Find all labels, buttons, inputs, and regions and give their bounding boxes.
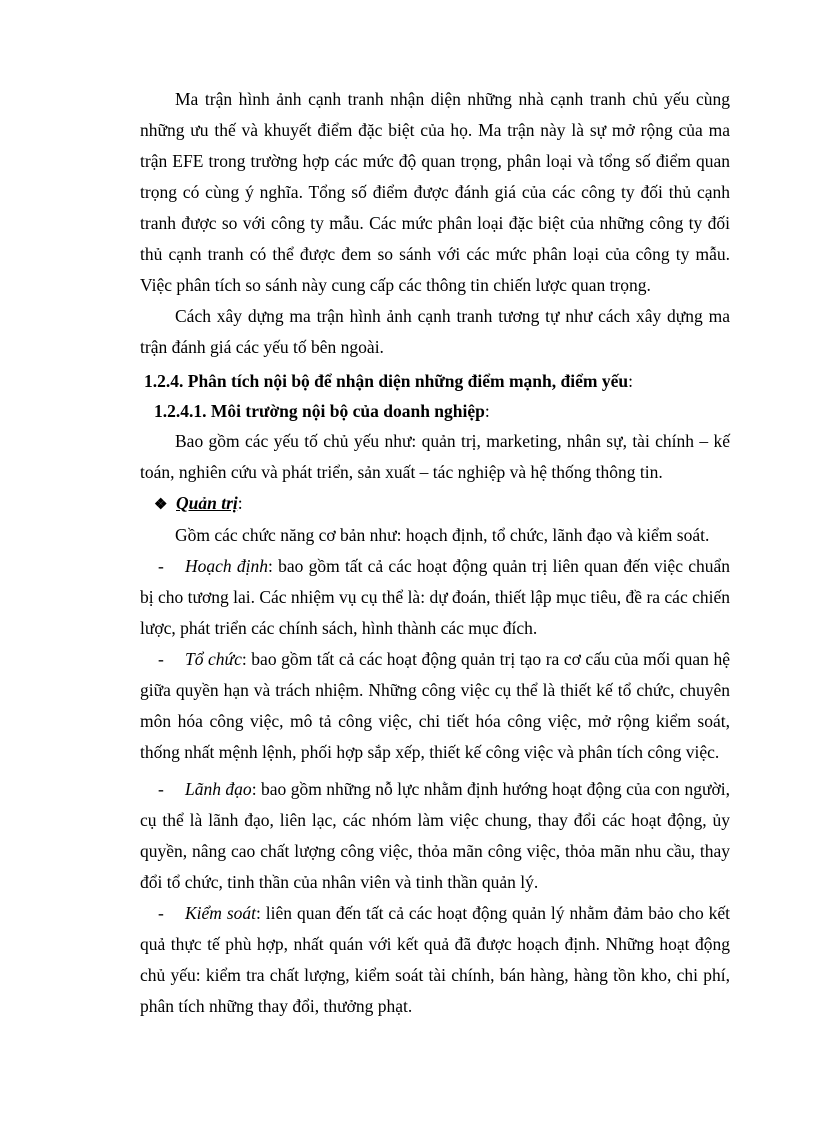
paragraph-internal-factors: Bao gồm các yếu tố chủ yếu như: quản trị, marketing, nhân sự, tài chính – kế toán, nghiên cứu và phát triển, sản xuất – tác nghiệp và hệ thống thông tin. [140, 431, 730, 482]
subsection-heading-text: 1.2.4.1. Môi trường nội bộ của doanh nghiệp [154, 401, 485, 421]
list-item-text: : bao gồm tất cả các hoạt động quản trị liên quan đến việc chuẩn bị cho tương lai. Các nhiệm vụ cụ thể là: dự đoán, thiết lập mục tiêu, đề ra các chiến lược, phát triển các chính sách, hình thành các mục đích. [140, 556, 730, 638]
list-item-to-chuc [140, 644, 730, 768]
subheading-quan-tri-text: Quản trị [176, 493, 238, 513]
list-item-term: Lãnh đạo [185, 779, 252, 799]
list-item-term: Kiểm soát [185, 903, 257, 923]
paragraph-competitive-matrix: Ma trận hình ảnh cạnh tranh nhận diện những nhà cạnh tranh chủ yếu cùng những ưu thế và khuyết điểm đặc biệt của họ. Ma trận này là sự mở rộng của ma trận EFE trong trường hợp các mức độ quan trọng, phân loại và tổng số điểm quan trọng có cùng ý nghĩa. Tổng số điểm được đánh giá của các công ty đối thủ cạnh tranh được so với công ty mẫu. Các mức phân loại đặc biệt của những công ty đối thủ cạnh tranh có thể được đem so sánh với các mức phân loại của công ty mẫu. Việc phân tích so sánh này cung cấp các thông tin chiến lược quan trọng. [140, 89, 730, 295]
section-heading-1-2-4-1 [140, 396, 730, 426]
heading-colon: : [484, 401, 490, 421]
list-item-kiem-soat [140, 898, 730, 1022]
heading-colon: : [237, 493, 243, 513]
paragraph-management-functions: Gồm các chức năng cơ bản như: hoạch định, tổ chức, lãnh đạo và kiểm soát. [175, 525, 710, 545]
dash-bullet: - [158, 903, 164, 923]
section-heading-1-2-4 [140, 366, 730, 396]
subheading-quan-tri [140, 488, 730, 520]
list-item-term: Tổ chức [185, 649, 242, 669]
list-item-text: : bao gồm tất cả các hoạt động quản trị tạo ra cơ cấu của mối quan hệ giữa quyền hạn và trách nhiệm. Những công việc cụ thể là thiết kế tổ chức, chuyên môn hóa công việc, mô tả công việc, chi tiết hóa công việc, mở rộng kiểm soát, thống nhất mệnh lệnh, phối hợp sắp xếp, thiết kế công việc và phân tích công việc. [140, 649, 731, 762]
paragraph-matrix-construction: Cách xây dựng ma trận hình ảnh cạnh tranh tương tự như cách xây dựng ma trận đánh giá các yếu tố bên ngoài. [140, 306, 730, 357]
list-item-lanh-dao [140, 774, 730, 898]
list-item-term: Hoạch định [185, 556, 268, 576]
list-item-text: : liên quan đến tất cả các hoạt động quản lý nhằm đảm bảo cho kết quả thực tế phù hợp, nhất quán với kết quả đã được hoạch định. Những hoạt động chủ yếu: kiểm tra chất lượng, kiểm soát tài chính, bán hàng, hàng tồn kho, chi phí, phân tích những thay đổi, thưởng phạt. [140, 903, 730, 1016]
list-item-hoach-dinh [140, 551, 730, 644]
list-item-text: : bao gồm những nỗ lực nhằm định hướng hoạt động của con người, cụ thể là lãnh đạo, liên lạc, các nhóm làm việc chung, thay đổi các hoạt động, ủy quyền, nâng cao chất lượng công việc, thỏa mãn công việc, thỏa mãn nhu cầu, thay đổi tổ chức, tinh thần của nhân viên và tinh thần quản lý. [140, 779, 730, 892]
dash-bullet: - [158, 649, 164, 669]
dash-bullet: - [158, 779, 164, 799]
dash-bullet: - [158, 556, 164, 576]
diamond-bullet-icon: ❖ [154, 497, 168, 513]
section-heading-text: 1.2.4. Phân tích nội bộ để nhận diện những điểm mạnh, điểm yếu [144, 371, 629, 391]
heading-colon: : [628, 371, 633, 391]
